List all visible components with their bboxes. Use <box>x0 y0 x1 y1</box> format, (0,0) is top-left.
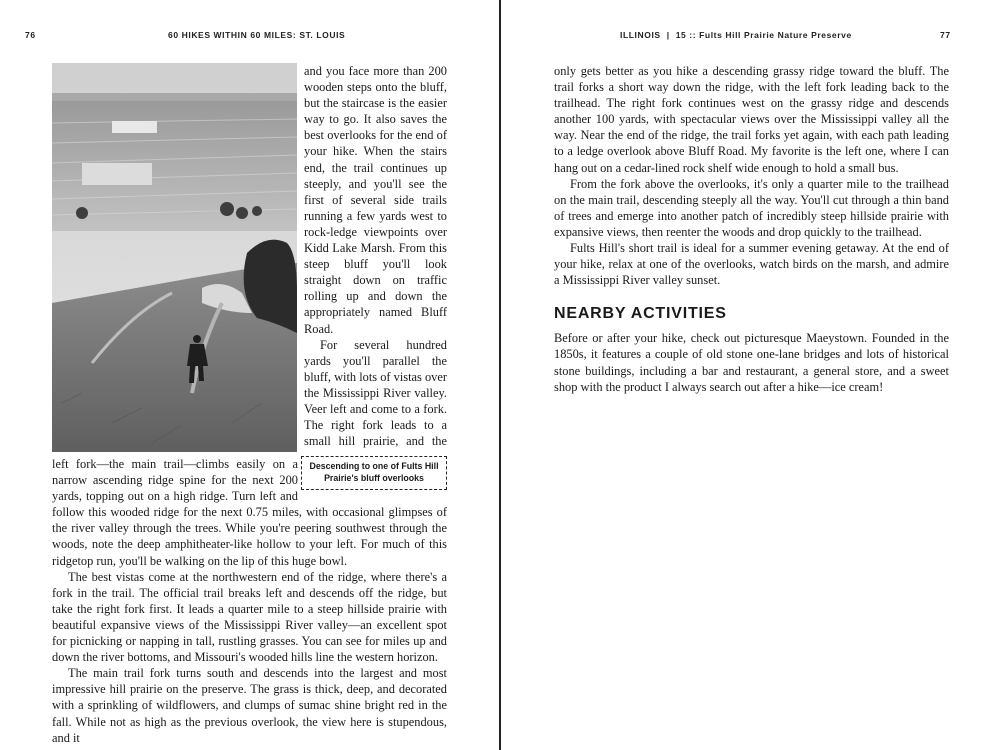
left-running-head: 60 HIKES WITHIN 60 MILES: ST. LOUIS <box>168 30 346 40</box>
section-heading: NEARBY ACTIVITIES <box>554 305 727 323</box>
hiker-photo <box>52 63 297 452</box>
left-body-text <box>52 63 447 746</box>
left-paragraph: The main trail fork turns south and descends into the largest and most impressive hill prairie on the preserve. The grass is thick, deep, and decorated with a sprinkling of wildflowers, and clumps of sumac shine bright red in the fall. While not as high as the previous overlook, the view here is stupendous, and it <box>52 666 447 745</box>
left-page <box>0 0 499 750</box>
photo-caption: Descending to one of Fults Hill Prairie's bluff overlooks <box>301 456 447 490</box>
running-head-title: 15 :: Fults Hill Prairie Nature Preserve <box>675 30 852 40</box>
left-paragraph: For several hundred yards you'll parallel the bluff, with lots of vistas over the Mississippi River valley. Veer left and come to a fork. The right fork leads to a small hill prairie, and the left fork—the main trail—climbs easily on a narrow ascending ridge spine for the next 200 yards, topping out on a high ridge. Turn left and follow this wooded ridge for the next 0.75 miles, with occasional glimpses of the river valley through the trees. While you're peering southwest through the woods, note the deep amphitheater-like hollow to your left. For much of this ridgetop run, you'll be walking on the lip of this huge bowl. <box>52 337 447 568</box>
running-head-separator: | <box>666 30 670 40</box>
section-paragraph: Before or after your hike, check out picturesque Maeystown. Founded in the 1850s, it features a couple of old stone one-lane bridges and lots of historical stone buildings, including a bar and restaurant, a general store, and a sweet shop with the product I always search out after a hike—ice cream! <box>554 331 949 394</box>
right-running-head <box>620 30 852 44</box>
left-page-number: 76 <box>25 30 36 40</box>
left-paragraph: and you face more than 200 wooden steps onto the bluff, but the staircase is the easier way to go. It also saves the best overlooks for the end of your hike. When the stairs end, the trail continues up steeply, and you'll see the first of several side trails running a few yards west to rock-ledge viewpoints over Kidd Lake Marsh. From this steep bluff you'll look straight down on traffic rolling up and down the appropriately named Bluff Road. <box>304 64 447 336</box>
right-paragraph: Fults Hill's short trail is ideal for a summer evening getaway. At the end of your hike, relax at one of the overlooks, watch birds on the marsh, and admire a Mississippi River valley sunset. <box>554 241 949 288</box>
right-page-number: 77 <box>940 30 951 40</box>
right-paragraph: only gets better as you hike a descending grassy ridge toward the bluff. The trail forks a short way down the ridge, with the left fork leading back to the trailhead. The right fork continues west on the grassy ridge and descends another 100 yards, with spectacular views over the Mississippi valley all the way. Near the end of the ridge, the trail forks yet again, with each path leading to a ledge overlook above Bluff Road. My favorite is the left one, where I can hang out on a cedar-lined rock shelf wide enough to hold a small bus. <box>554 64 949 175</box>
running-head-section: ILLINOIS <box>620 30 661 40</box>
right-body-text <box>554 63 949 395</box>
right-paragraph: From the fork above the overlooks, it's only a quarter mile to the trailhead on the main trail, descending steeply all the way. You'll cut through a thin band of trees and emerge into another patch of incredibly steep hillside prairie with expansive views, then reenter the woods and drop quickly to the trailhead. <box>554 176 949 239</box>
left-paragraph: The best vistas come at the northwestern end of the ridge, where there's a fork in the trail. The official trail breaks left and descends off the ridge, but take the right fork first. It leads a quarter mile to a steep hillside prairie with beautiful expansive views of the Mississippi River valley—an excellent spot for picnicking or napping in tall, rustling grasses. You can see for miles up and down the river bottoms, and Missouri's wooded hills line the western horizon. <box>52 569 447 665</box>
